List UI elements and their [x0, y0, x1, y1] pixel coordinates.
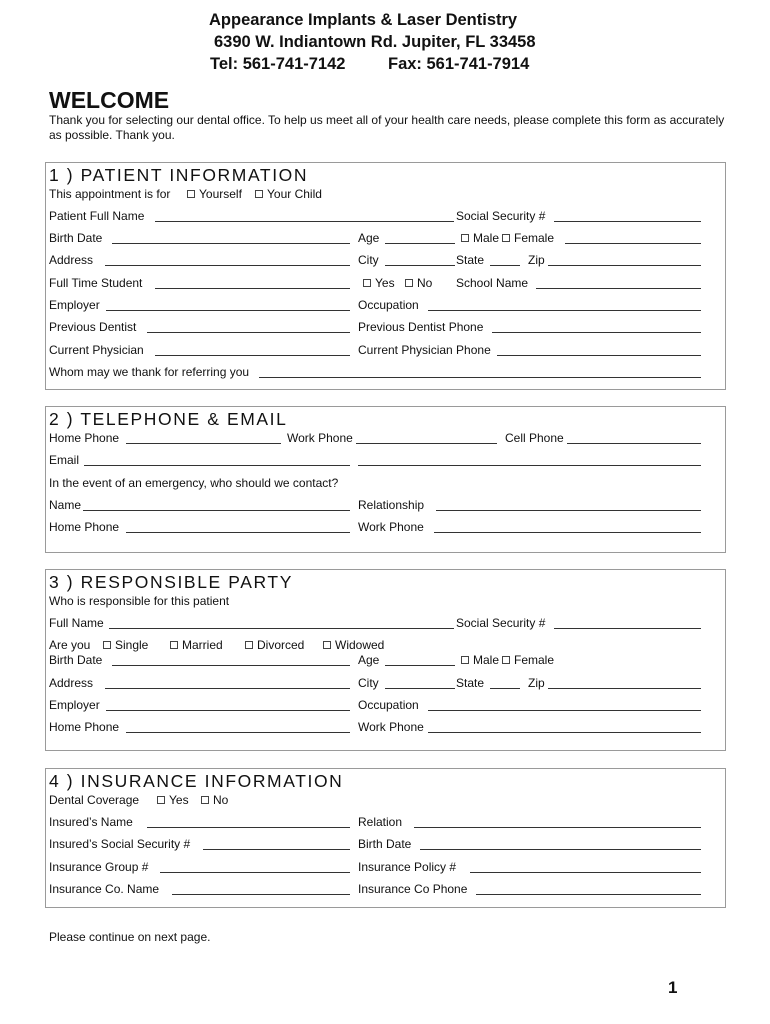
appointment-child-option[interactable]: Your Child — [255, 187, 322, 201]
previous-dentist-phone-label: Previous Dentist Phone — [358, 320, 484, 334]
responsible-zip-label: Zip — [528, 676, 545, 690]
welcome-text: Thank you for selecting our dental office. To help us meet all of your health care needs, please complete this form as accurately as possible. Thank you. — [49, 113, 725, 142]
responsible-home-phone-label: Home Phone — [49, 720, 120, 734]
checkbox-icon[interactable] — [461, 234, 469, 242]
patient-age-field[interactable] — [385, 243, 455, 244]
insurance-group-field[interactable] — [160, 872, 350, 873]
insured-name-field[interactable] — [147, 827, 350, 828]
insured-relation-label: Relation — [358, 815, 403, 829]
responsible-employer-label: Employer — [49, 698, 100, 712]
patient-employer-field[interactable] — [106, 310, 350, 311]
marital-married-option[interactable]: Married — [170, 638, 223, 652]
appointment-for-label: This appointment is for — [49, 187, 171, 201]
insurance-company-field[interactable] — [172, 894, 350, 895]
responsible-birth-date-field[interactable] — [112, 665, 350, 666]
responsible-home-phone-field[interactable] — [126, 732, 350, 733]
emergency-work-phone-field[interactable] — [434, 532, 701, 533]
section-title-insurance-information: 4 ) INSURANCE INFORMATION — [49, 771, 344, 791]
cell-phone-label: Cell Phone — [505, 431, 564, 445]
insurance-company-phone-label: Insurance Co Phone — [358, 882, 468, 896]
patient-occupation-field[interactable] — [428, 310, 701, 311]
responsible-female-option[interactable]: Female — [502, 653, 554, 667]
patient-birth-date-field[interactable] — [112, 243, 350, 244]
insured-name-label: Insured’s Name — [49, 815, 133, 829]
patient-male-option[interactable]: Male — [461, 231, 499, 245]
insured-relation-field[interactable] — [414, 827, 701, 828]
continue-note: Please continue on next page. — [49, 930, 211, 944]
home-phone-field[interactable] — [126, 443, 281, 444]
school-name-label: School Name — [456, 276, 529, 290]
email-field-continued[interactable] — [358, 465, 701, 466]
insurance-policy-field[interactable] — [470, 872, 701, 873]
responsible-birth-date-label: Birth Date — [49, 653, 103, 667]
marital-status-label: Are you — [49, 638, 91, 652]
previous-dentist-phone-field[interactable] — [492, 332, 701, 333]
responsible-full-name-field[interactable] — [109, 628, 454, 629]
appointment-yourself-option[interactable]: Yourself — [187, 187, 242, 201]
marital-single-option[interactable]: Single — [103, 638, 148, 652]
email-field[interactable] — [84, 465, 350, 466]
emergency-relationship-label: Relationship — [358, 498, 425, 512]
patient-full-name-field[interactable] — [155, 221, 454, 222]
responsible-employer-field[interactable] — [106, 710, 350, 711]
checkbox-icon[interactable] — [103, 641, 111, 649]
checkbox-icon[interactable] — [255, 190, 263, 198]
patient-city-label: City — [358, 253, 379, 267]
home-phone-label: Home Phone — [49, 431, 120, 445]
insurance-company-phone-field[interactable] — [476, 894, 701, 895]
emergency-home-phone-label: Home Phone — [49, 520, 120, 534]
emergency-relationship-field[interactable] — [436, 510, 701, 511]
insurance-policy-label: Insurance Policy # — [358, 860, 457, 874]
responsible-address-field[interactable] — [105, 688, 350, 689]
responsible-male-option[interactable]: Male — [461, 653, 499, 667]
responsible-occupation-label: Occupation — [358, 698, 419, 712]
insurance-company-label: Insurance Co. Name — [49, 882, 160, 896]
marital-divorced-option[interactable]: Divorced — [245, 638, 304, 652]
patient-ssn-label: Social Security # — [456, 209, 546, 223]
practice-tel: Tel: 561-741-7142 — [210, 55, 346, 73]
coverage-no-option[interactable]: No — [201, 793, 228, 807]
referral-label: Whom may we thank for referring you — [49, 365, 250, 379]
responsible-address-label: Address — [49, 676, 94, 690]
patient-zip-field[interactable] — [548, 265, 701, 266]
checkbox-icon[interactable] — [187, 190, 195, 198]
current-physician-phone-field[interactable] — [497, 355, 701, 356]
responsible-ssn-label: Social Security # — [456, 616, 546, 630]
responsible-age-field[interactable] — [385, 665, 455, 666]
welcome-title: WELCOME — [49, 87, 170, 113]
responsible-full-name-label: Full Name — [49, 616, 104, 630]
insured-ssn-field[interactable] — [203, 849, 350, 850]
insured-birth-date-label: Birth Date — [358, 837, 412, 851]
current-physician-phone-label: Current Physician Phone — [358, 343, 491, 357]
responsible-occupation-field[interactable] — [428, 710, 701, 711]
coverage-yes-option[interactable]: Yes — [157, 793, 189, 807]
responsible-ssn-field[interactable] — [554, 628, 701, 629]
patient-full-name-label: Patient Full Name — [49, 209, 145, 223]
patient-female-option[interactable]: Female — [502, 231, 554, 245]
full-time-student-field[interactable] — [155, 288, 350, 289]
referral-field[interactable] — [259, 377, 701, 378]
responsible-zip-field[interactable] — [548, 688, 701, 689]
practice-name: Appearance Implants & Laser Dentistry — [209, 11, 518, 29]
patient-address-label: Address — [49, 253, 94, 267]
work-phone-field[interactable] — [356, 443, 497, 444]
responsible-city-label: City — [358, 676, 379, 690]
checkbox-icon[interactable] — [405, 279, 413, 287]
student-no-option[interactable]: No — [405, 276, 432, 290]
current-physician-label: Current Physician — [49, 343, 144, 357]
previous-dentist-label: Previous Dentist — [49, 320, 137, 334]
responsible-state-field[interactable] — [490, 688, 520, 689]
section-title-responsible-party: 3 ) RESPONSIBLE PARTY — [49, 572, 293, 592]
patient-city-field[interactable] — [385, 265, 455, 266]
responsible-age-label: Age — [358, 653, 380, 667]
emergency-name-label: Name — [49, 498, 82, 512]
current-physician-field[interactable] — [155, 355, 350, 356]
email-label: Email — [49, 453, 80, 467]
student-yes-option[interactable]: Yes — [363, 276, 395, 290]
responsible-state-label: State — [456, 676, 485, 690]
checkbox-icon[interactable] — [157, 796, 165, 804]
responsible-city-field[interactable] — [385, 688, 455, 689]
previous-dentist-field[interactable] — [147, 332, 350, 333]
patient-state-label: State — [456, 253, 485, 267]
checkbox-icon[interactable] — [323, 641, 331, 649]
emergency-home-phone-field[interactable] — [126, 532, 350, 533]
patient-gender-field[interactable] — [565, 243, 701, 244]
checkbox-icon[interactable] — [502, 234, 510, 242]
responsible-work-phone-field[interactable] — [428, 732, 701, 733]
practice-address: 6390 W. Indiantown Rd. Jupiter, FL 33458 — [214, 33, 536, 51]
patient-birth-date-label: Birth Date — [49, 231, 103, 245]
checkbox-icon[interactable] — [502, 656, 510, 664]
patient-ssn-field[interactable] — [554, 221, 701, 222]
patient-address-field[interactable] — [105, 265, 350, 266]
cell-phone-field[interactable] — [567, 443, 701, 444]
patient-state-field[interactable] — [490, 265, 520, 266]
responsible-work-phone-label: Work Phone — [358, 720, 424, 734]
school-name-field[interactable] — [536, 288, 701, 289]
checkbox-icon[interactable] — [363, 279, 371, 287]
section-title-patient-information: 1 ) PATIENT INFORMATION — [49, 165, 309, 185]
insured-ssn-label: Insured’s Social Security # — [49, 837, 191, 851]
patient-occupation-label: Occupation — [358, 298, 419, 312]
checkbox-icon[interactable] — [170, 641, 178, 649]
patient-age-label: Age — [358, 231, 380, 245]
work-phone-label: Work Phone — [287, 431, 353, 445]
practice-fax: Fax: 561-741-7914 — [388, 55, 530, 73]
insurance-group-label: Insurance Group # — [49, 860, 149, 874]
dental-coverage-label: Dental Coverage — [49, 793, 140, 807]
page-number: 1 — [668, 978, 678, 997]
checkbox-icon[interactable] — [461, 656, 469, 664]
checkbox-icon[interactable] — [245, 641, 253, 649]
checkbox-icon[interactable] — [201, 796, 209, 804]
insured-birth-date-field[interactable] — [420, 849, 701, 850]
full-time-student-label: Full Time Student — [49, 276, 143, 290]
section-title-telephone-email: 2 ) TELEPHONE & EMAIL — [49, 409, 288, 429]
emergency-work-phone-label: Work Phone — [358, 520, 424, 534]
patient-zip-label: Zip — [528, 253, 545, 267]
responsible-who-label: Who is responsible for this patient — [49, 594, 230, 608]
emergency-name-field[interactable] — [83, 510, 350, 511]
marital-widowed-option[interactable]: Widowed — [323, 638, 384, 652]
patient-employer-label: Employer — [49, 298, 100, 312]
emergency-contact-prompt: In the event of an emergency, who should we contact? — [49, 476, 339, 490]
